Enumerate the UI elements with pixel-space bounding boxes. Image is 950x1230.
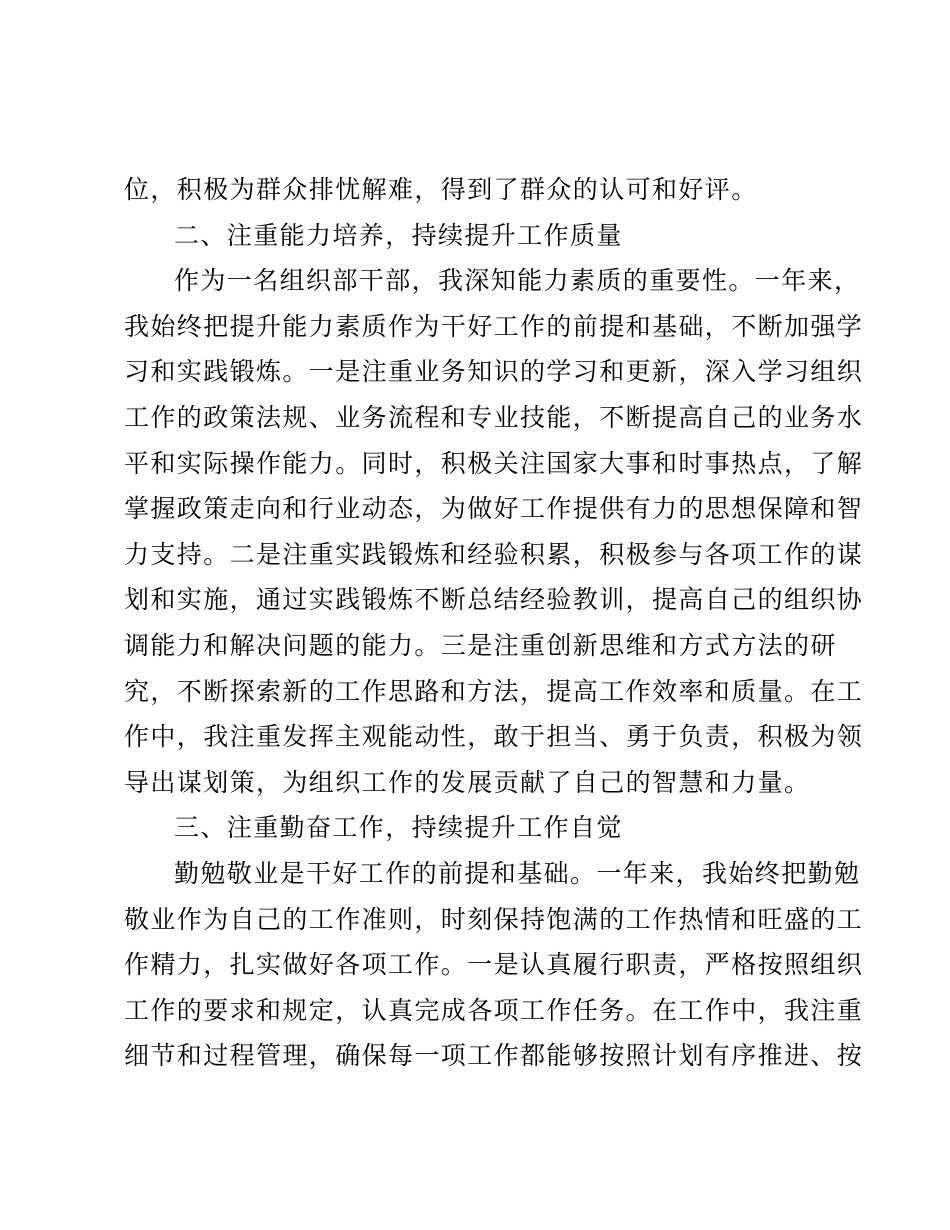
text-line: 习和实践锻炼。一是注重业务知识的学习和更新，深入学习组织 — [124, 357, 864, 387]
text-line: 位，积极为群众排忧解难，得到了群众的认可和好评。 — [124, 175, 758, 204]
document-body — [124, 167, 864, 1079]
section-heading-2: 二、注重能力培养，持续提升工作质量 — [174, 220, 623, 250]
text-line: 勤勉敬业是干好工作的前提和基础。一年来，我始终把勤勉 — [174, 858, 861, 888]
text-line: 细节和过程管理，确保每一项工作都能够按照计划有序推进、按 — [124, 1041, 864, 1071]
text-line: 划和实施，通过实践锻炼不断总结经验教训，提高自己的组织协 — [124, 585, 864, 615]
section-heading-3: 三、注重勤奋工作，持续提升工作自觉 — [174, 813, 623, 843]
text-line: 工作的要求和规定，认真完成各项工作任务。在工作中，我注重 — [124, 995, 864, 1025]
text-line: 力支持。二是注重实践锻炼和经验积累，积极参与各项工作的谋 — [124, 539, 864, 569]
text-line: 究，不断探索新的工作思路和方法，提高工作效率和质量。在工 — [124, 676, 864, 706]
text-line: 作为一名组织部干部，我深知能力素质的重要性。一年来， — [174, 266, 861, 296]
text-line: 掌握政策走向和行业动态，为做好工作提供有力的思想保障和智 — [124, 494, 864, 524]
text-line: 作精力，扎实做好各项工作。一是认真履行职责，严格按照组织 — [124, 950, 864, 980]
text-line: 平和实际操作能力。同时，积极关注国家大事和时事热点，了解 — [124, 448, 864, 478]
text-line: 我始终把提升能力素质作为干好工作的前提和基础，不断加强学 — [124, 311, 864, 341]
text-line: 调能力和解决问题的能力。三是注重创新思维和方式方法的研 — [124, 630, 837, 660]
text-line: 敬业作为自己的工作准则，时刻保持饱满的工作热情和旺盛的工 — [124, 904, 864, 934]
text-line: 导出谋划策，为组织工作的发展贡献了自己的智慧和力量。 — [124, 767, 811, 797]
text-line: 工作的政策法规、业务流程和专业技能，不断提高自己的业务水 — [124, 402, 864, 432]
text-line: 作中，我注重发挥主观能动性，敢于担当、勇于负责，积极为领 — [124, 722, 864, 752]
